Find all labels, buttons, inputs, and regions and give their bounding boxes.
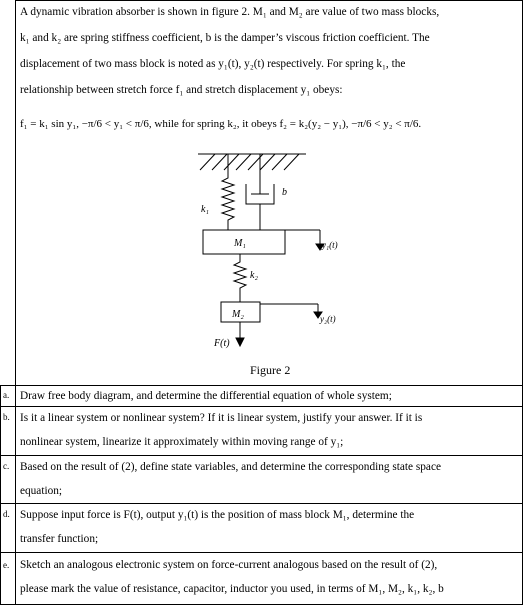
- table-border-bottom: [0, 604, 523, 605]
- ground-hatch: [198, 154, 306, 170]
- spring-k2: [234, 254, 246, 302]
- intro-line-2: k₁ and k₂ are spring stiffness coefficient, b is the damper’s viscous friction coefficient. The: [20, 32, 430, 44]
- figure-caption: Figure 2: [250, 363, 291, 377]
- intro-line-3: displacement of two mass block is noted as y₁(t), y₂(t) respectively. For spring k₁, the: [20, 58, 406, 70]
- spring-k1: [222, 154, 234, 230]
- question-text-line-1: Sketch an analogous electronic system on force-current analogous based on the result of (2),: [20, 559, 438, 571]
- question-label: e.: [3, 560, 10, 570]
- vibration-absorber-diagram: [0, 140, 525, 365]
- question-text-line-1: Draw free body diagram, and determine the differential equation of whole system;: [20, 390, 392, 402]
- label-y1: y₁(t): [322, 240, 338, 250]
- question-text-line-1: Based on the result of (2), define state variables, and determine the corresponding state space: [20, 461, 441, 473]
- question-label: a.: [3, 390, 10, 400]
- question-text-line-2: please mark the value of resistance, capacitor, inductor you used, in terms of M₁, M₂, k₁, k₂, b: [20, 583, 444, 595]
- question-label: d.: [3, 509, 10, 519]
- table-border-left: [0, 385, 1, 605]
- damper-b: [246, 154, 274, 230]
- question-text-line-1: Suppose input force is F(t), output y₁(t) is the position of mass block M₁, determine the: [20, 509, 415, 521]
- question-text-line-2: nonlinear system, linearize it approximately within moving range of y₁;: [20, 436, 344, 448]
- question-label: c.: [3, 461, 10, 471]
- label-m1: M₁: [234, 238, 246, 249]
- intro-line-1: A dynamic vibration absorber is shown in figure 2. M₁ and M₂ are value of two mass blocks,: [20, 6, 440, 18]
- label-k2: k₂: [250, 270, 258, 281]
- label-m2: M₂: [232, 309, 244, 320]
- intro-line-5: f₁ = k₁ sin y₁, −π/6 < y₁ < π/6, while for spring k₂, it obeys f₂ = k₂(y₂ − y₁), −π/6 < y₂ < π/6.: [20, 118, 422, 130]
- label-k1: k₁: [201, 204, 209, 215]
- label-y2: y₂(t): [320, 314, 336, 324]
- question-text-line-2: equation;: [20, 485, 63, 497]
- label-force: F(t): [214, 338, 230, 349]
- y1-arrow: [285, 230, 324, 250]
- label-b: b: [282, 187, 287, 198]
- y2-arrow: [260, 304, 322, 318]
- question-text-line-1: Is it a linear system or nonlinear system? If it is linear system, justify your answer. If it is: [20, 412, 423, 424]
- question-text-line-2: transfer function;: [20, 533, 99, 545]
- question-label: b.: [3, 412, 10, 422]
- intro-line-4: relationship between stretch force f₁ and stretch displacement y₁ obeys:: [20, 84, 343, 96]
- force-arrow: [236, 322, 244, 346]
